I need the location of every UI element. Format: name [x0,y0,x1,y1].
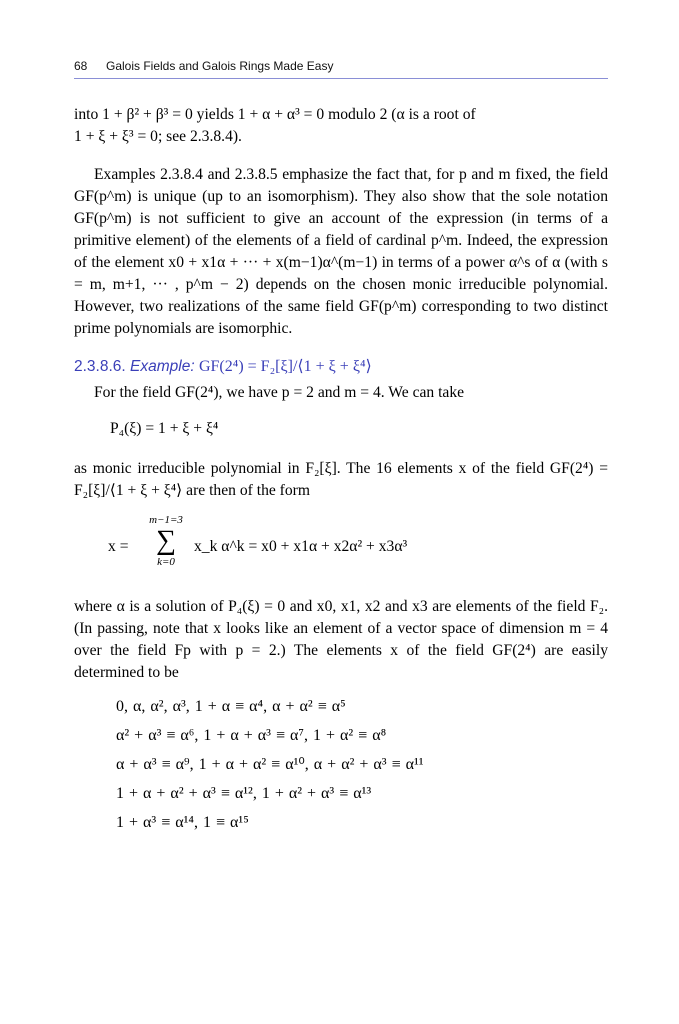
sigma-symbol: ∑ [156,525,176,556]
section-heading [74,356,608,378]
paragraph-3: For the field GF(2⁴), we have p = 2 and m = 4. We can take [94,384,465,401]
display-polynomial: P₄(ξ) = 1 + ξ + ξ⁴ [110,420,219,437]
sum-lower-limit: k=0 [157,556,175,568]
paragraph-5: where α is a solution of P₄(ξ) = 0 and x0, x1, x2 and x3 are elements of the field F₂. (In passing, note that x looks like an element of a vector space of dimension m = 4 over the field Fp with p = 2.) The elements x of the field GF(2⁴) are easily determined to be [74,598,608,681]
paragraph-1-line-1: into 1 + β² + β³ = 0 yields 1 + α + α³ = 0 modulo 2 (α is a root of [74,106,476,123]
sigma-block [146,514,186,568]
sum-display [74,514,608,582]
section-label: Example: [130,358,195,375]
section-math: GF(2⁴) = F₂[ξ]/⟨1 + ξ + ξ⁴⟩ [198,358,372,375]
main-text [74,104,608,841]
field-elements-row: 1 + α³ ≡ α¹⁴, 1 ≡ α¹⁵ [116,814,249,831]
field-elements-row: α² + α³ ≡ α⁶, 1 + α + α³ ≡ α⁷, 1 + α² ≡ α⁸ [116,727,387,744]
paragraph-1 [74,104,608,148]
sum-upper-limit: m−1=3 [149,514,183,526]
paragraph-4: as monic irreducible polynomial in F₂[ξ]. The 16 elements x of the field GF(2⁴) = F₂[ξ]/⟨1 + ξ + ξ⁴⟩ are then of the form [74,460,608,499]
field-elements-row: α + α³ ≡ α⁹, 1 + α + α² ≡ α¹⁰, α + α² + α³ ≡ α¹¹ [116,756,424,773]
field-elements-row: 1 + α + α² + α³ ≡ α¹², 1 + α² + α³ ≡ α¹³ [116,785,372,802]
running-header [74,57,608,79]
field-elements-list [74,696,608,841]
page-number: 68 [74,59,88,73]
section-number: 2.3.8.6. [74,358,126,375]
paragraph-1-line-2: 1 + ξ + ξ³ = 0; see 2.3.8.4). [74,128,242,145]
sum-lhs: x = [108,538,129,555]
sum-rhs: x_k α^k = x0 + x1α + x2α² + x3α³ [194,538,408,555]
running-title: Galois Fields and Galois Rings Made Easy [106,59,334,73]
paragraph-2: Examples 2.3.8.4 and 2.3.8.5 emphasize the fact that, for p and m fixed, the field GF(p^m) is unique (up to an isomorphism). They also show that the sole notation GF(p^m) is not sufficient to give an account of the expression (in terms of a primitive element) of the elements of a field of cardinal p^m. Indeed, the expression of the element x0 + x1α + ··· + x(m−1)α^(m−1) in terms of a power α^s of α (with s = m, m+1, ··· , p^m − 2) depends on the chosen monic irreducible polynomial. However, two realizations of the same field GF(p^m) corresponding to two distinct prime polynomials are isomorphic. [74,166,608,337]
field-elements-row: 0, α, α², α³, 1 + α ≡ α⁴, α + α² ≡ α⁵ [116,698,346,715]
header-rule [74,78,608,79]
